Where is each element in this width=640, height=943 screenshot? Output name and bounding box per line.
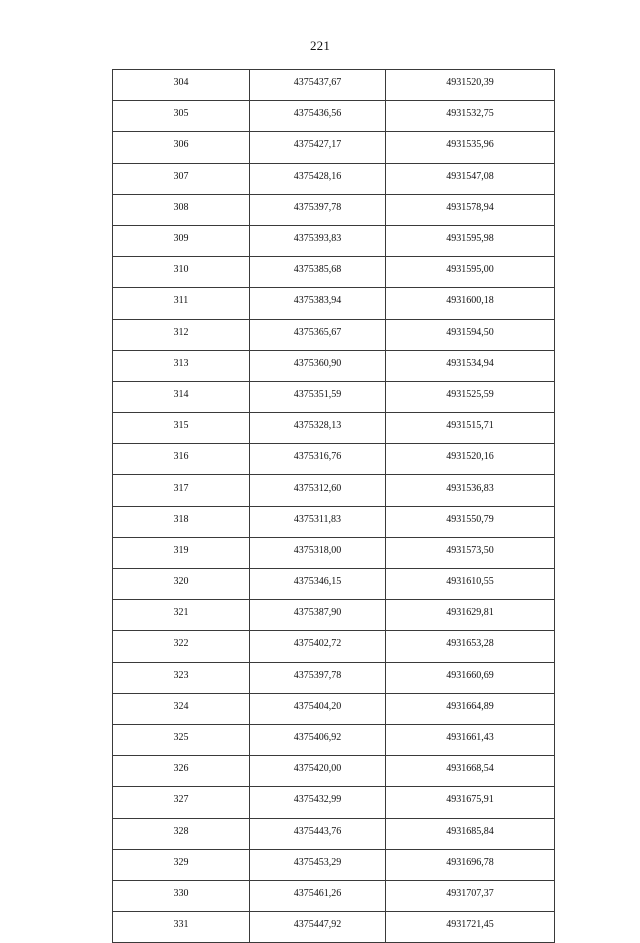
point-number-cell: 330 — [113, 880, 250, 911]
y-coordinate-cell: 4931721,45 — [386, 912, 555, 943]
x-coordinate-cell: 4375318,00 — [250, 537, 386, 568]
table-row — [113, 475, 555, 506]
table-row — [113, 444, 555, 475]
x-coordinate-cell: 4375453,29 — [250, 849, 386, 880]
point-number-cell: 329 — [113, 849, 250, 880]
table-row — [113, 194, 555, 225]
point-number-cell: 310 — [113, 257, 250, 288]
table-row — [113, 818, 555, 849]
point-number-cell: 308 — [113, 194, 250, 225]
y-coordinate-cell: 4931532,75 — [386, 101, 555, 132]
x-coordinate-cell: 4375383,94 — [250, 288, 386, 319]
y-coordinate-cell: 4931600,18 — [386, 288, 555, 319]
point-number-cell: 309 — [113, 225, 250, 256]
x-coordinate-cell: 4375404,20 — [250, 693, 386, 724]
y-coordinate-cell: 4931520,39 — [386, 70, 555, 101]
y-coordinate-cell: 4931664,89 — [386, 693, 555, 724]
page-number: 221 — [309, 38, 331, 53]
coordinates-table-body — [113, 70, 555, 943]
y-coordinate-cell: 4931515,71 — [386, 413, 555, 444]
y-coordinate-cell: 4931547,08 — [386, 163, 555, 194]
y-coordinate-cell: 4931550,79 — [386, 506, 555, 537]
table-row — [113, 350, 555, 381]
y-coordinate-cell: 4931578,94 — [386, 194, 555, 225]
y-coordinate-cell: 4931668,54 — [386, 756, 555, 787]
point-number-cell: 325 — [113, 724, 250, 755]
x-coordinate-cell: 4375365,67 — [250, 319, 386, 350]
point-number-cell: 323 — [113, 662, 250, 693]
x-coordinate-cell: 4375351,59 — [250, 381, 386, 412]
point-number-cell: 314 — [113, 381, 250, 412]
point-number-cell: 317 — [113, 475, 250, 506]
y-coordinate-cell: 4931629,81 — [386, 600, 555, 631]
table-row — [113, 631, 555, 662]
x-coordinate-cell: 4375387,90 — [250, 600, 386, 631]
table-row — [113, 163, 555, 194]
table-row — [113, 569, 555, 600]
x-coordinate-cell: 4375427,17 — [250, 132, 386, 163]
y-coordinate-cell: 4931520,16 — [386, 444, 555, 475]
point-number-cell: 304 — [113, 70, 250, 101]
table-row — [113, 257, 555, 288]
table-row — [113, 319, 555, 350]
x-coordinate-cell: 4375436,56 — [250, 101, 386, 132]
table-row — [113, 724, 555, 755]
table-row — [113, 413, 555, 444]
table-row — [113, 849, 555, 880]
y-coordinate-cell: 4931685,84 — [386, 818, 555, 849]
x-coordinate-cell: 4375328,13 — [250, 413, 386, 444]
table-row — [113, 381, 555, 412]
x-coordinate-cell: 4375443,76 — [250, 818, 386, 849]
x-coordinate-cell: 4375402,72 — [250, 631, 386, 662]
y-coordinate-cell: 4931595,00 — [386, 257, 555, 288]
table-row — [113, 288, 555, 319]
y-coordinate-cell: 4931675,91 — [386, 787, 555, 818]
x-coordinate-cell: 4375437,67 — [250, 70, 386, 101]
y-coordinate-cell: 4931595,98 — [386, 225, 555, 256]
x-coordinate-cell: 4375385,68 — [250, 257, 386, 288]
y-coordinate-cell: 4931525,59 — [386, 381, 555, 412]
point-number-cell: 328 — [113, 818, 250, 849]
point-number-cell: 327 — [113, 787, 250, 818]
point-number-cell: 307 — [113, 163, 250, 194]
y-coordinate-cell: 4931594,50 — [386, 319, 555, 350]
y-coordinate-cell: 4931534,94 — [386, 350, 555, 381]
point-number-cell: 324 — [113, 693, 250, 724]
y-coordinate-cell: 4931660,69 — [386, 662, 555, 693]
y-coordinate-cell: 4931707,37 — [386, 880, 555, 911]
table-row — [113, 600, 555, 631]
table-row — [113, 880, 555, 911]
table-row — [113, 225, 555, 256]
table-row — [113, 132, 555, 163]
point-number-cell: 326 — [113, 756, 250, 787]
point-number-cell: 315 — [113, 413, 250, 444]
point-number-cell: 312 — [113, 319, 250, 350]
point-number-cell: 305 — [113, 101, 250, 132]
x-coordinate-cell: 4375346,15 — [250, 569, 386, 600]
point-number-cell: 311 — [113, 288, 250, 319]
table-row — [113, 537, 555, 568]
table-row — [113, 693, 555, 724]
y-coordinate-cell: 4931536,83 — [386, 475, 555, 506]
point-number-cell: 320 — [113, 569, 250, 600]
point-number-cell: 316 — [113, 444, 250, 475]
x-coordinate-cell: 4375461,26 — [250, 880, 386, 911]
table-row — [113, 506, 555, 537]
x-coordinate-cell: 4375397,78 — [250, 194, 386, 225]
y-coordinate-cell: 4931573,50 — [386, 537, 555, 568]
x-coordinate-cell: 4375447,92 — [250, 912, 386, 943]
table-row — [113, 101, 555, 132]
y-coordinate-cell: 4931696,78 — [386, 849, 555, 880]
point-number-cell: 306 — [113, 132, 250, 163]
x-coordinate-cell: 4375393,83 — [250, 225, 386, 256]
y-coordinate-cell: 4931535,96 — [386, 132, 555, 163]
point-number-cell: 313 — [113, 350, 250, 381]
y-coordinate-cell: 4931610,55 — [386, 569, 555, 600]
point-number-cell: 322 — [113, 631, 250, 662]
point-number-cell: 321 — [113, 600, 250, 631]
y-coordinate-cell: 4931653,28 — [386, 631, 555, 662]
x-coordinate-cell: 4375397,78 — [250, 662, 386, 693]
x-coordinate-cell: 4375312,60 — [250, 475, 386, 506]
x-coordinate-cell: 4375420,00 — [250, 756, 386, 787]
x-coordinate-cell: 4375428,16 — [250, 163, 386, 194]
table-row — [113, 912, 555, 943]
table-row — [113, 662, 555, 693]
y-coordinate-cell: 4931661,43 — [386, 724, 555, 755]
x-coordinate-cell: 4375316,76 — [250, 444, 386, 475]
point-number-cell: 319 — [113, 537, 250, 568]
table-row — [113, 70, 555, 101]
x-coordinate-cell: 4375406,92 — [250, 724, 386, 755]
table-row — [113, 756, 555, 787]
table-row — [113, 787, 555, 818]
point-number-cell: 331 — [113, 912, 250, 943]
point-number-cell: 318 — [113, 506, 250, 537]
coordinates-table — [112, 69, 555, 943]
x-coordinate-cell: 4375360,90 — [250, 350, 386, 381]
x-coordinate-cell: 4375432,99 — [250, 787, 386, 818]
x-coordinate-cell: 4375311,83 — [250, 506, 386, 537]
